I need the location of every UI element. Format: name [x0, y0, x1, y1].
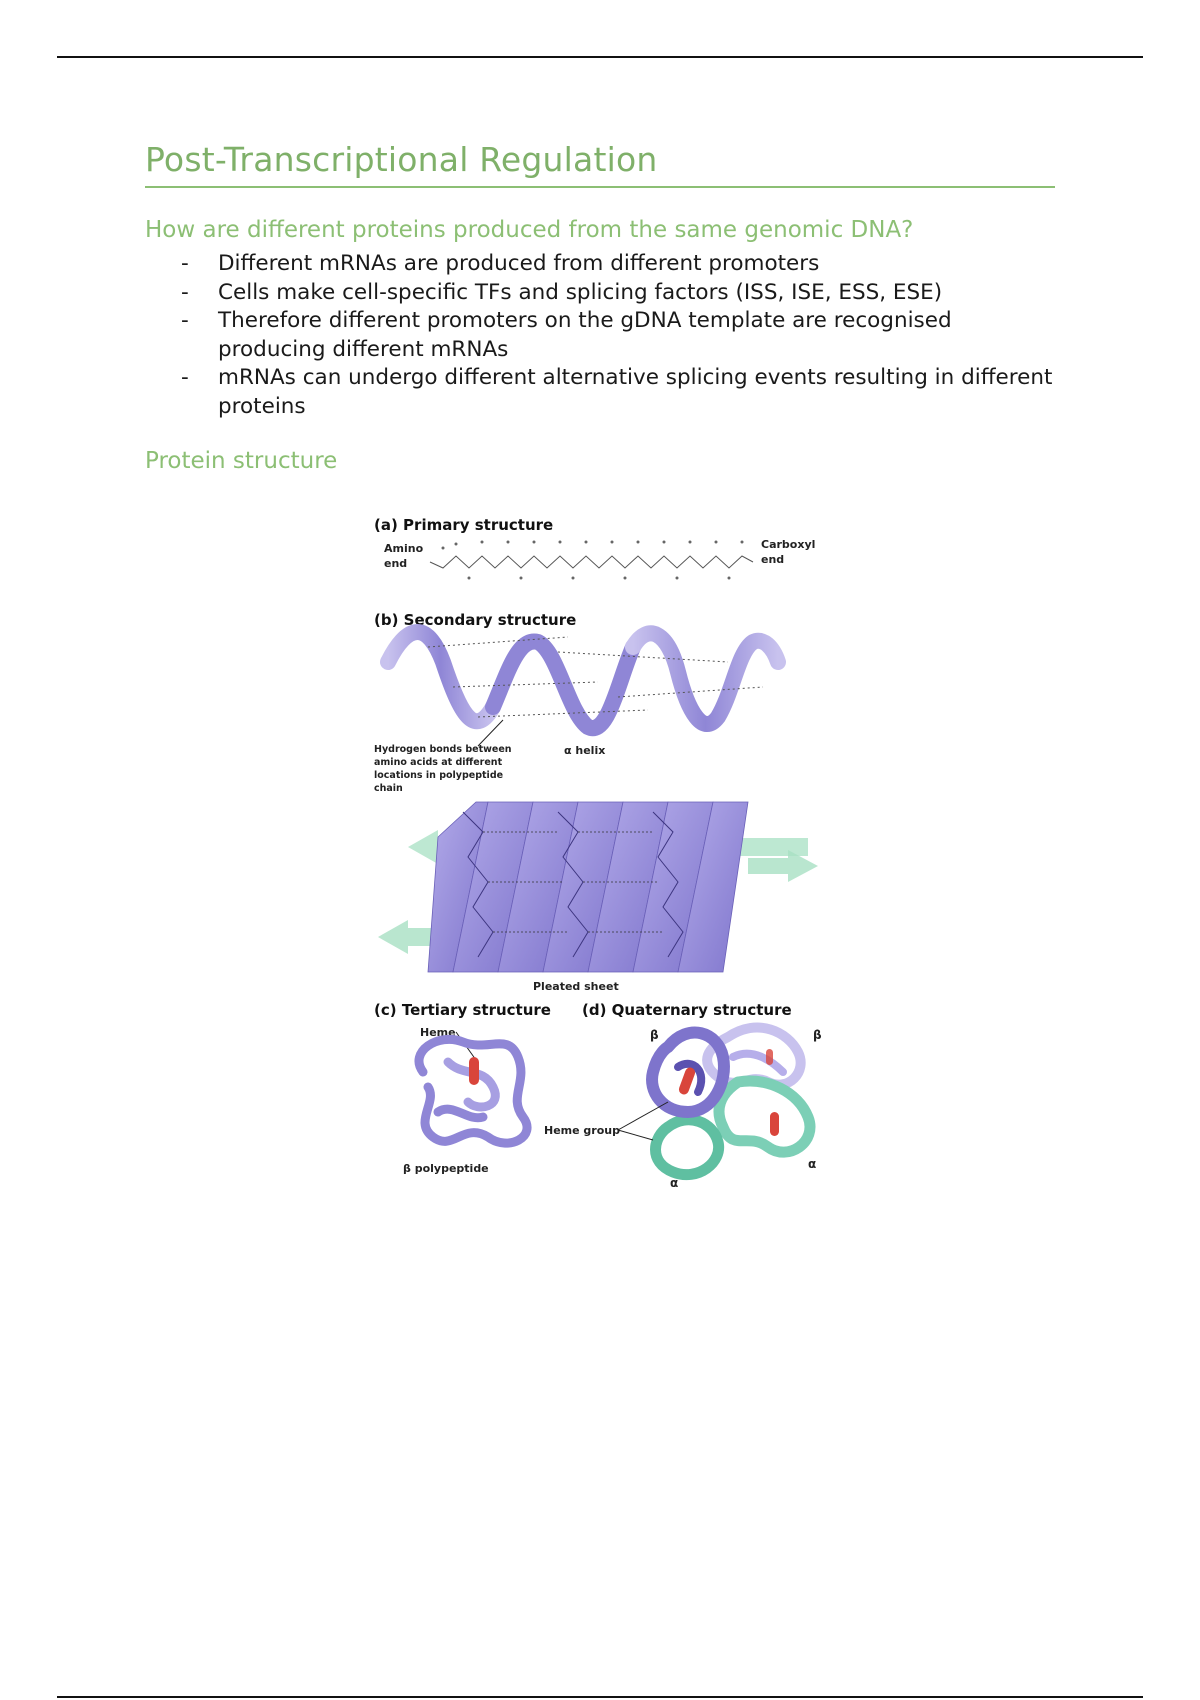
- bottom-rule: [57, 1696, 1143, 1698]
- heme-label: Heme: [420, 1026, 456, 1039]
- beta-subunit-label-2: β: [813, 1028, 822, 1042]
- section-heading-genomic-dna: How are different proteins produced from the same genomic DNA?: [145, 217, 914, 243]
- panel-d-label: (d) Quaternary structure: [582, 1001, 792, 1019]
- bullet-marker: -: [181, 365, 189, 390]
- hbond-caption-line3: locations in polypeptide: [374, 770, 504, 781]
- heme-group-label: Heme group: [544, 1124, 620, 1137]
- panel-primary-structure: [374, 516, 815, 580]
- list-item-text: Different mRNAs are produced from different promoters: [218, 251, 820, 276]
- alpha-subunit-label-1: α: [808, 1157, 817, 1171]
- hbond-caption-line2: amino acids at different: [374, 757, 503, 768]
- panel-a-label: (a) Primary structure: [374, 516, 554, 534]
- alpha-helix-ribbon: [388, 632, 778, 728]
- list-item: [178, 364, 1058, 421]
- carboxyl-end-label-line1: Carboxyl: [761, 538, 816, 551]
- list-item: [178, 279, 1058, 308]
- panel-secondary-structure: [374, 611, 818, 993]
- section-heading-protein-structure: Protein structure: [145, 448, 338, 474]
- bullet-marker: -: [181, 251, 189, 276]
- bullet-marker: -: [181, 279, 189, 305]
- heme-icon: [469, 1057, 479, 1085]
- panel-b-label: (b) Secondary structure: [374, 611, 577, 629]
- list-item-text: Therefore different promoters on the gDNA template are recognised producing different mRNAs: [218, 308, 952, 362]
- hbond-caption-line4: chain: [374, 783, 403, 794]
- amino-end-label-line2: end: [384, 557, 408, 570]
- list-item-text: mRNAs can undergo different alternative splicing events resulting in different proteins: [218, 365, 1053, 419]
- beta-subunit-label-1: β: [650, 1028, 659, 1042]
- heme-group-icon-2: [770, 1112, 779, 1136]
- list-item: [178, 250, 1058, 279]
- bullet-marker: -: [181, 308, 189, 333]
- hydrogen-bond-caption: [374, 720, 512, 794]
- heme-group-icon: [678, 1066, 697, 1096]
- protein-structure-figure: [368, 512, 838, 1202]
- alpha-helix-label: α helix: [564, 744, 606, 757]
- beta-polypeptide-label: β polypeptide: [403, 1162, 489, 1175]
- page-title: Post-Transcriptional Regulation: [145, 140, 658, 179]
- carboxyl-end-label-line2: end: [761, 553, 785, 566]
- pleated-sheet-label: Pleated sheet: [533, 980, 619, 993]
- hemoglobin-tetramer: [652, 1028, 810, 1175]
- amino-end-label-line1: Amino: [384, 542, 424, 555]
- alpha-subunit-label-2: α: [670, 1176, 679, 1190]
- panel-quaternary-structure: [544, 1001, 822, 1190]
- pleated-sheet: [378, 802, 818, 972]
- hbond-caption-line1: Hydrogen bonds between: [374, 744, 512, 755]
- top-rule: [57, 56, 1143, 58]
- title-underline: [145, 186, 1055, 188]
- panel-c-label: (c) Tertiary structure: [374, 1001, 551, 1019]
- peptide-backbone: [430, 556, 753, 568]
- bullet-list: [178, 250, 1058, 421]
- heme-group-icon-3: [766, 1049, 773, 1065]
- beta-polypeptide-globule: [419, 1039, 527, 1143]
- list-item-text: Cells make cell-specific TFs and splicing factors (ISS, ISE, ESS, ESE): [218, 279, 943, 305]
- panel-tertiary-structure: [374, 1001, 551, 1175]
- list-item: [178, 307, 1058, 364]
